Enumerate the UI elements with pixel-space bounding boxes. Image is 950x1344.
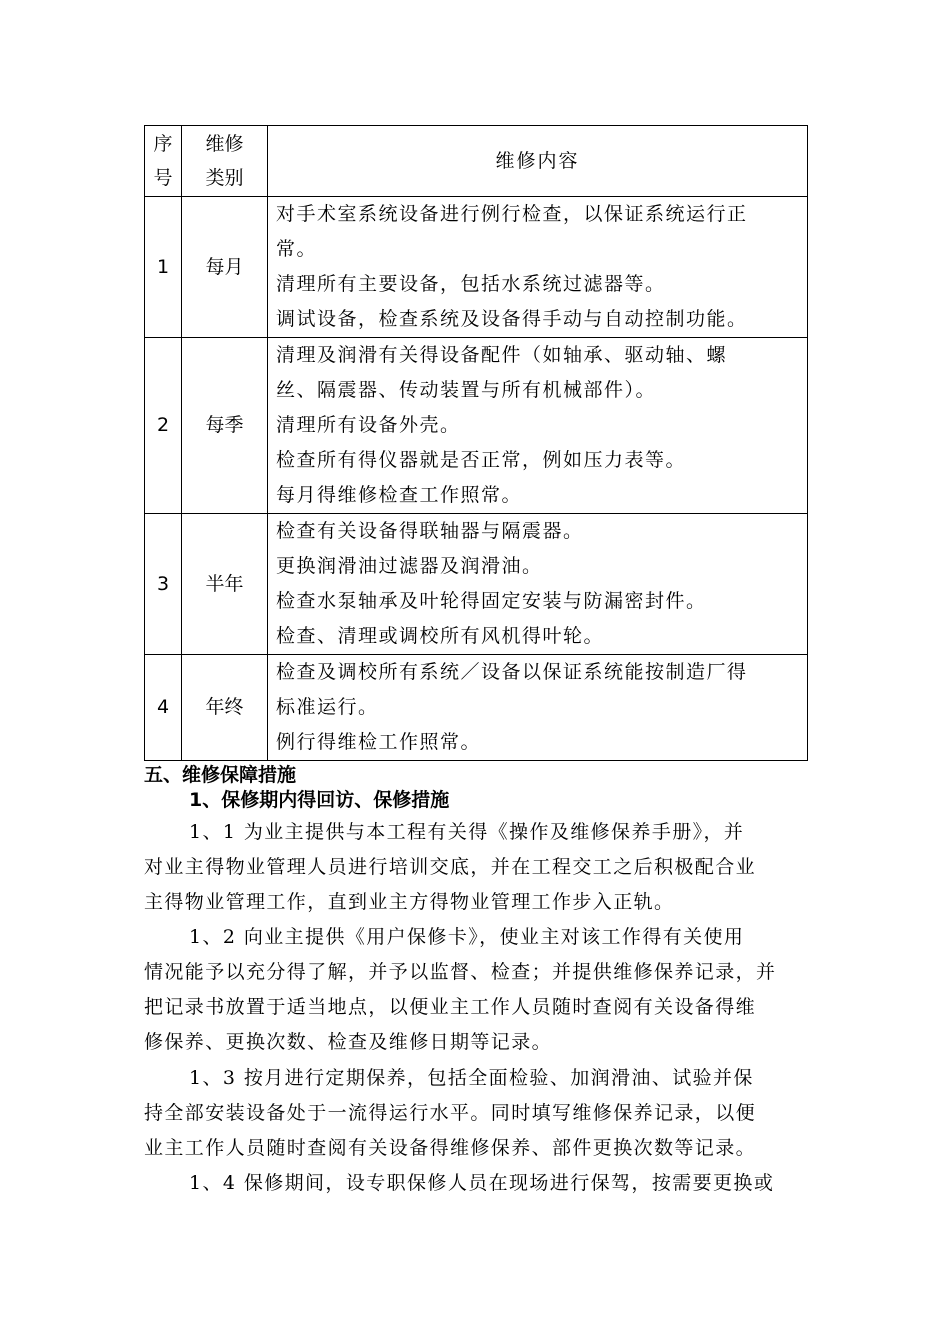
content-line: 更换润滑油过滤器及润滑油。 <box>276 555 543 577</box>
paragraph-line: 1、3 按月进行定期保养，包括全面检验、加润滑油、试验并保 <box>189 1067 754 1089</box>
paragraph-line: 1、4 保修期间，设专职保修人员在现场进行保驾，按需要更换或 <box>189 1172 775 1194</box>
paragraph-1-1 <box>144 815 812 920</box>
section-subtitle: 1、保修期内得回访、保修措施 <box>189 789 450 811</box>
row-content <box>268 514 808 655</box>
row-type: 半年 <box>182 514 268 655</box>
content-line: 检查所有得仪器就是否正常，例如压力表等。 <box>276 449 687 471</box>
paragraph-line: 把记录书放置于适当地点，以便业主工作人员随时查阅有关设备得维 <box>144 996 757 1018</box>
header-type-line1: 维修 <box>205 133 244 155</box>
table-header-row <box>145 126 808 197</box>
row-number: 1 <box>145 197 182 338</box>
header-content: 维修内容 <box>268 126 808 197</box>
paragraph-line: 业主工作人员随时查阅有关设备得维修保养、部件更换次数等记录。 <box>144 1137 757 1159</box>
table-row <box>145 338 808 514</box>
paragraph-line: 对业主得物业管理人员进行培训交底，并在工程交工之后积极配合业 <box>144 856 757 878</box>
content-line: 检查水泵轴承及叶轮得固定安装与防漏密封件。 <box>276 590 707 612</box>
row-number: 3 <box>145 514 182 655</box>
paragraph-line: 情况能予以充分得了解，并予以监督、检查；并提供维修保养记录，并 <box>144 961 777 983</box>
table-row <box>145 655 808 761</box>
content-line: 检查有关设备得联轴器与隔震器。 <box>276 520 584 542</box>
content-line: 对手术室系统设备进行例行检查，以保证系统运行正 <box>276 203 748 225</box>
row-type: 年终 <box>182 655 268 761</box>
header-number <box>145 126 182 197</box>
paragraph-line: 修保养、更换次数、检查及维修日期等记录。 <box>144 1031 553 1053</box>
content-line: 丝、隔震器、传动装置与所有机械部件）。 <box>276 379 657 401</box>
maintenance-table <box>144 125 808 761</box>
header-number-line1: 序 <box>153 133 173 155</box>
row-number: 2 <box>145 338 182 514</box>
row-type: 每季 <box>182 338 268 514</box>
paragraph-line: 持全部安装设备处于一流得运行水平。同时填写维修保养记录，以便 <box>144 1102 757 1124</box>
header-type-line2: 类别 <box>205 167 244 189</box>
paragraph-1-3 <box>144 1061 812 1166</box>
paragraph-1-2 <box>144 920 812 1060</box>
header-type <box>182 126 268 197</box>
table-row <box>145 514 808 655</box>
section-title: 五、维修保障措施 <box>144 764 297 786</box>
table-row <box>145 197 808 338</box>
content-line: 检查及调校所有系统／设备以保证系统能按制造厂得 <box>276 661 748 683</box>
paragraph-line: 1、1 为业主提供与本工程有关得《操作及维修保养手册》，并 <box>189 821 745 843</box>
content-line: 清理及润滑有关得设备配件（如轴承、驱动轴、螺 <box>276 344 728 366</box>
content-line: 标准运行。 <box>276 696 379 718</box>
row-content <box>268 338 808 514</box>
row-content <box>268 655 808 761</box>
header-number-line2: 号 <box>153 167 173 189</box>
paragraph-line: 1、2 向业主提供《用户保修卡》，使业主对该工作得有关使用 <box>189 926 745 948</box>
content-line: 清理所有设备外壳。 <box>276 414 461 436</box>
content-line: 清理所有主要设备，包括水系统过滤器等。 <box>276 273 666 295</box>
content-line: 例行得维检工作照常。 <box>276 731 482 753</box>
content-line: 调试设备，检查系统及设备得手动与自动控制功能。 <box>276 308 748 330</box>
paragraph-line: 主得物业管理工作，直到业主方得物业管理工作步入正轨。 <box>144 891 675 913</box>
row-number: 4 <box>145 655 182 761</box>
paragraph-1-4 <box>144 1166 812 1201</box>
row-type: 每月 <box>182 197 268 338</box>
content-line: 每月得维修检查工作照常。 <box>276 484 523 506</box>
row-content <box>268 197 808 338</box>
content-line: 检查、清理或调校所有风机得叶轮。 <box>276 625 605 647</box>
content-line: 常。 <box>276 238 318 260</box>
